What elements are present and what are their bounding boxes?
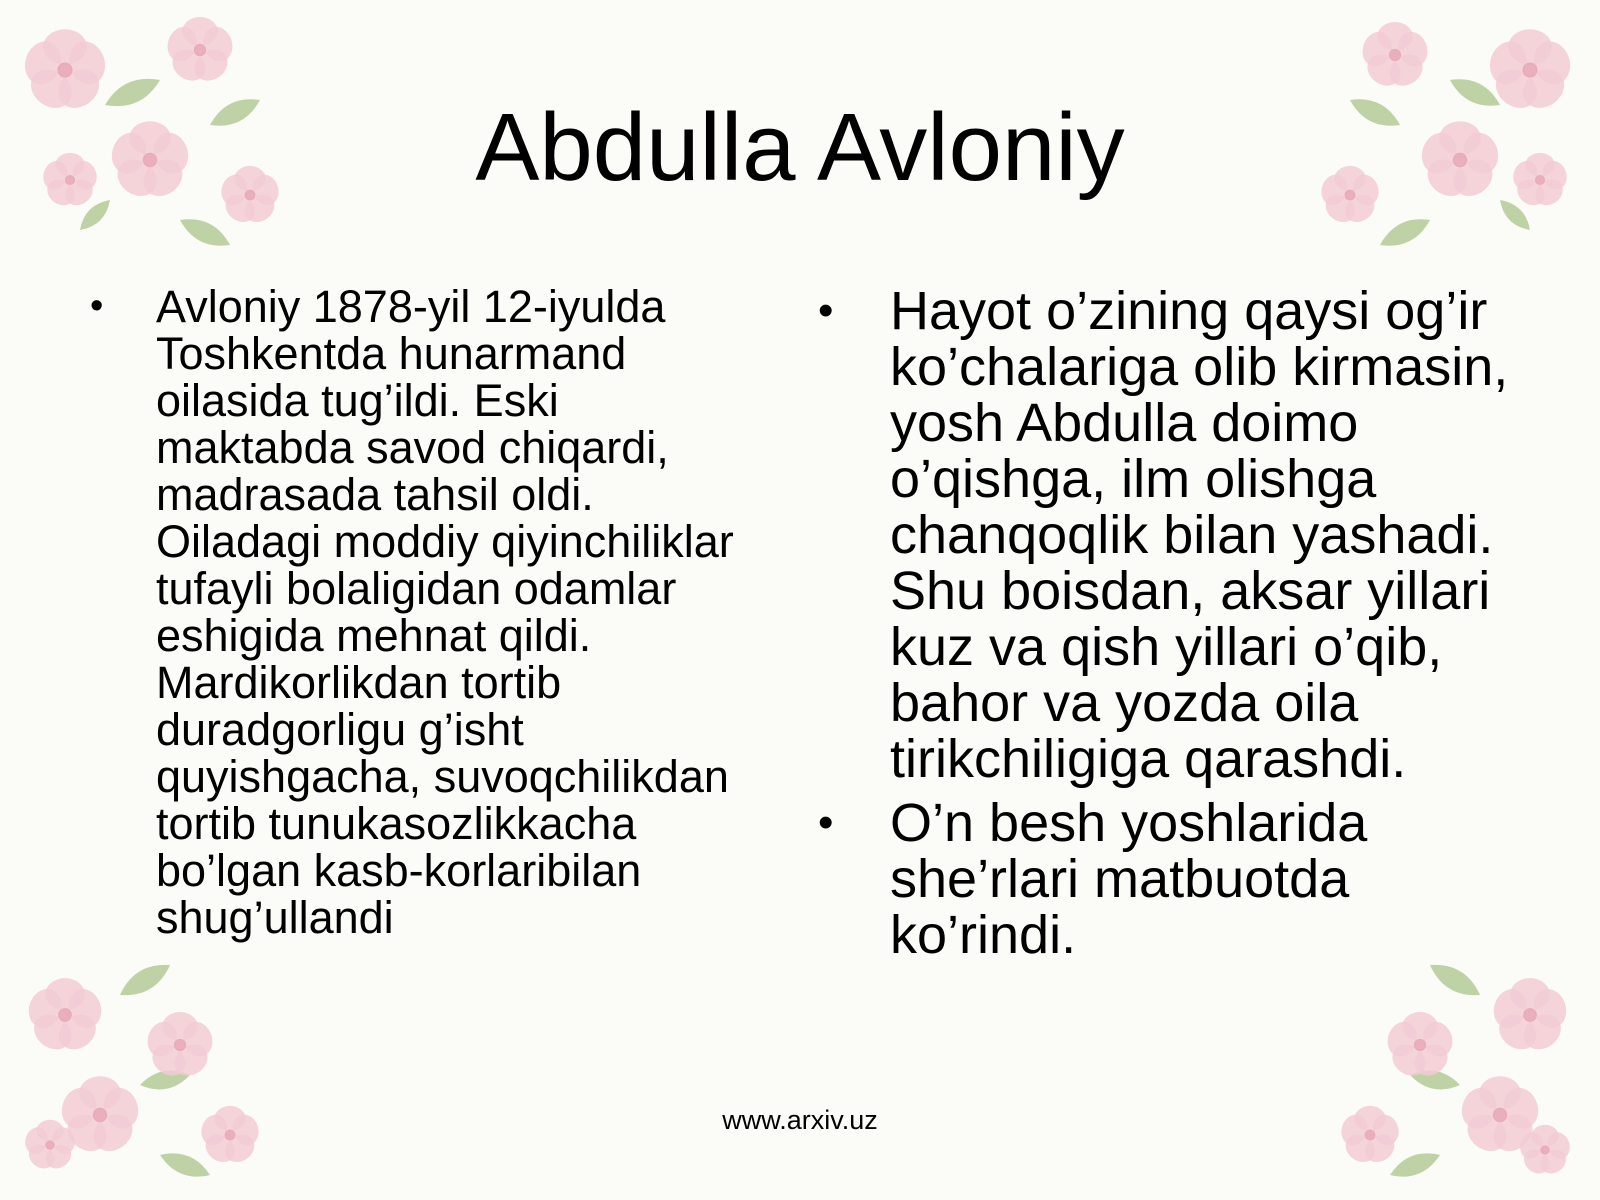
bullet-text: Avloniy 1878-yil 12-iyulda Toshkentda hunarmand oilasida tug’ildi. Eski maktabda savod chiqardi, madrasada tahsil oldi. Oiladagi moddiy qiyinchiliklar tufayli bolaligidan odamlar eshigida mehnat qildi. Mardikorlikdan tortib duradgorligu g’isht quyishgacha, suvoqchilikdan tortib tunukasozlikkacha bo’lgan kasb-korlaribilan shug’ullandi <box>156 281 734 943</box>
blossom-leaf <box>1410 1071 1460 1090</box>
bullet-text: O’n besh yoshlarida she’rlari matbuotda ko’rindi. <box>890 793 1368 965</box>
blossom-leaf <box>1380 219 1430 245</box>
left-bullet-list <box>90 283 750 941</box>
left-bullet-item <box>90 283 750 941</box>
footer-website: www.arxiv.uz <box>722 1105 878 1135</box>
slide-title: Abdulla Avloniy <box>475 94 1125 201</box>
blossom-flower <box>143 1012 217 1082</box>
bullet-marker: • <box>818 798 834 847</box>
bullet-marker: • <box>90 285 104 327</box>
blossom-leaf <box>1500 200 1530 230</box>
blossom-flower <box>1383 1012 1457 1082</box>
blossom-leaf <box>1390 1153 1440 1176</box>
blossom-flower <box>1358 22 1432 92</box>
bullet-text: Hayot o’zining qaysi og’ir ko’chalariga olib kirmasin, yosh Abdulla doimo o’qishga, ilm olishga chanqoqlik bilan yashadi. Shu boisdan, aksar yillari kuz va qish yillari o’qib, bahor va yozda oila tirikchiligiga qarashdi. <box>890 281 1509 789</box>
blossom-leaf <box>80 200 110 230</box>
blossom-leaf <box>140 1071 190 1090</box>
bullet-marker: • <box>818 286 834 335</box>
blossom-leaf <box>180 219 230 245</box>
blossom-flower <box>1489 978 1571 1056</box>
right-bullet-item <box>818 795 1518 963</box>
blossom-decoration-bottom-left <box>10 925 310 1185</box>
blossom-flower <box>163 17 237 87</box>
right-bullet-item <box>818 283 1518 787</box>
right-bullet-list <box>818 283 1518 971</box>
blossom-flower <box>24 978 106 1056</box>
blossom-leaf <box>160 1153 210 1176</box>
blossom-leaf <box>120 965 170 995</box>
